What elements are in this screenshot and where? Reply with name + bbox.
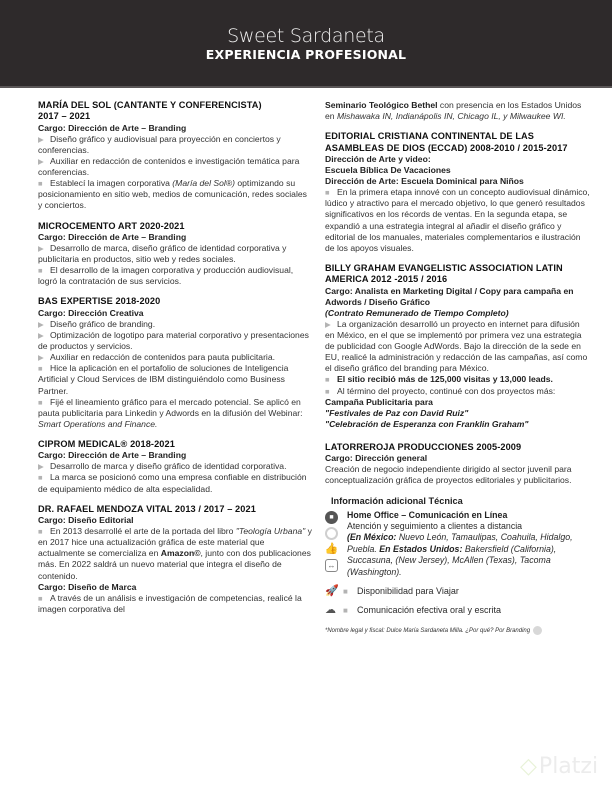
job-dates: 2017 – 2021 [38,111,91,122]
job-role: Cargo: Dirección de Arte – Branding [38,122,187,133]
job-role: Cargo: Dirección general [325,453,428,464]
bullet-item: ■ A través de un análisis e investigación de competencias, realicé la imagen corporativa del [38,592,302,614]
job-rafael-mendoza [38,504,313,615]
bullet-item: ▶ Auxiliar en redacción de contenidos para pauta publicitaria. [38,352,276,363]
travel-text: Disponibilidad para Viajar [357,586,459,597]
square-bullet-icon: ■ [38,473,43,483]
zoom-icon: ■ [325,511,338,524]
square-bullet-icon: ■ [343,587,348,597]
bullet-item: ▶ Diseño gráfico de branding. [38,318,156,329]
job-title: BILLY GRAHAM EVANGELISTIC ASSOCIATION LATIN AMERICA 2012 -2015 / 2016 [325,262,563,285]
bullet-item: ▶ Desarrollo de marca y diseño gráfico de identidad corporativa. [38,461,287,472]
bullet-item: ■ Establecí la imagen corporativa (María del Sol®) optimizando su posicionamiento en sitio web, medios de comunicación, redes sociales y conciertos. [38,178,307,211]
communication-text: Comunicación efectiva oral y escrita [357,605,502,616]
triangle-bullet-icon: ▶ [38,331,44,341]
job-eccad [325,131,590,254]
job-role: Cargo: Dirección de Arte – Branding [38,450,187,461]
job-title: LATORREROJA PRODUCCIONES 2005-2009 [325,441,522,452]
triangle-bullet-icon: ▶ [38,353,44,363]
job-role: Dirección de Arte: Escuela Dominical para Niños [325,176,524,187]
bullet-item: ▶ Auxiliar en redacción de contenidos e investigación temática para conferencias. [38,156,300,178]
platzi-logo-icon: ◇ [520,754,537,779]
bethel-continuation: Seminario Teológico Bethel con presencia en los Estados Unidos en Mishawaka IN, Indianápolis IN, Chicago IL, y Milwaukee WI. [325,100,582,122]
bullet-item: ▶ Desarrollo de marca, diseño gráfico de identidad corporativa y publicitaria en productos, sitio web y redes sociales. [38,243,287,265]
job-description: Creación de negocio independiente dirigido al sector juvenil para conceptualización gráfica de proyectos editoriales y publicitarios. [325,464,572,486]
campaign-item: "Festivales de Paz con David Ruiz" [325,407,469,418]
triangle-bullet-icon: ▶ [38,462,44,472]
job-title: MICROCEMENTO ART 2020-2021 [38,220,185,231]
bullet-item: ■ El sitio recibió más de 125,000 visitas y 13,000 leads. [325,374,553,385]
job-microcemento [38,221,313,288]
home-office-label: Home Office – Comunicación en Línea [347,509,508,520]
contract-type: (Contrato Remunerado de Tiempo Completo) [325,307,509,318]
job-role: Cargo: Diseño de Marca [38,581,137,592]
triangle-bullet-icon: ▶ [38,134,44,144]
head-icon: ☁ [325,604,336,617]
job-role: Cargo: Analista en Marketing Digital / Copy para campaña en Adwords / Diseño Gráfico [325,285,574,307]
triangle-bullet-icon: ▶ [325,319,331,329]
square-bullet-icon: ■ [343,606,348,616]
bullet-item: ■ En la primera etapa innové con un concepto audiovisual dinámico, lúdico y atractivo para el mercado objetivo, lo que generó resultados significativos en los récords de ventas. En la segunda etapa, se expandió a una estrategia integral al añadir el diseño gráfico y editorial de los manuales, materiales complementarios e ilustración de los apoyos visuales. [325,187,590,253]
job-title: MARÍA DEL SOL (CANTANTE Y CONFERENCISTA) [38,100,262,110]
job-role: Cargo: Dirección Creativa [38,307,144,318]
smiley-icon [533,626,542,635]
header-banner [0,0,612,88]
locations-text: (En México: Nuevo León, Tamaulipas, Coahuila, Hidalgo, Puebla. En Estados Unidos: Bakersfield (California), Succasuna, (New Jersey), McAllen (Texas), Tacoma (Washington). [347,532,573,577]
job-latorreroja [325,442,590,487]
job-role: Escuela Bíblica De Vacaciones [325,165,451,176]
square-bullet-icon: ■ [38,266,43,276]
job-role: Dirección de Arte y video: [325,154,431,164]
triangle-bullet-icon: ▶ [38,157,44,167]
triangle-bullet-icon: ▶ [38,319,44,329]
left-column [38,100,313,624]
teamviewer-icon: ↔ [325,559,338,572]
right-column [325,100,590,646]
job-title: DR. RAFAEL MENDOZA VITAL 2013 / 2017 – 2021 [38,503,256,514]
bullet-item: ■ Fijé el lineamiento gráfico para el mercado potencial. Se aplicó en pauta publicitaria para Linkedin y Adwords en la difusión del Webinar: Smart Operations and Finance. [38,396,303,429]
campaign-label: Campaña Publicitaria para [325,396,433,407]
square-bullet-icon: ■ [38,527,43,537]
teams-icon: 👍 [324,542,339,555]
bullet-item: ■ Hice la aplicación en el portafolio de soluciones de Inteligencia Artificial y Cloud Services de IBM distinguiéndolo como Business Partner. [38,363,289,396]
square-bullet-icon: ■ [38,397,43,407]
bullet-item: ▶ Optimización de logotipo para material corporativo y presentaciones de productos y servicios. [38,330,309,352]
bullet-item: ■ En 2013 desarrollé el arte de la portada del libro "Teología Urbana" y en 2017 hice una actualización gráfica de este material que actualmente se comercializa en Amazon©, junto con dos publicaciones más. En 2022 saldrá un nuevo material que integra el diseño de contenido. [38,526,312,581]
triangle-bullet-icon: ▶ [38,244,44,254]
job-role: Cargo: Diseño Editorial [38,515,134,526]
home-office-row [325,510,590,578]
job-bas-expertise [38,296,313,429]
square-bullet-icon: ■ [38,593,43,603]
additional-info [325,496,590,638]
square-bullet-icon: ■ [325,386,330,396]
platzi-watermark: ◇Platzi [520,754,599,779]
rocket-icon: 🚀 [325,585,339,598]
bullet-item: ■ El desarrollo de la imagen corporativa y producción audiovisual, logró la contratación de sus servicios. [38,265,294,287]
square-bullet-icon: ■ [38,179,43,189]
square-bullet-icon: ■ [38,364,43,374]
attention-text: Atención y seguimiento a clientes a distancia [347,521,523,532]
job-title: BAS EXPERTISE 2018-2020 [38,296,161,307]
page-subtitle: EXPERIENCIA PROFESIONAL [205,47,407,62]
square-bullet-icon: ■ [325,375,330,385]
job-maria-del-sol [38,100,313,212]
job-ciprom-medical [38,439,313,495]
bullet-item: ■ Al término del proyecto, continué con dos proyectos más: [325,385,556,396]
job-title: EDITORIAL CRISTIANA CONTINENTAL DE LAS ASAMBLEAS DE DIOS (ECCAD) 2008-2010 / 2015-2017 [325,131,568,153]
person-name: Sweet Sardaneta [227,25,385,47]
job-title: CIPROM MEDICAL® 2018-2021 [38,438,175,449]
bullet-item: ▶ La organización desarrolló un proyecto en internet para difusión en México, en el que se implementó por primera vez una estrategia de publicidad con Google AdWords. Bajo la dirección de la sede en EU, realicé la administración y redacción de las campañas, así como el diseño gráfico del branding para México. [325,318,588,374]
job-role: Cargo: Dirección de Arte – Branding [38,231,187,242]
campaign-item: "Celebración de Esperanza con Franklin Graham" [325,418,529,429]
footnote: *Nombre legal y fiscal: Dulce María Sardaneta Milla. ¿Por qué? Por Branding [325,626,590,637]
info-title: Información adicional Técnica [331,495,463,506]
square-bullet-icon: ■ [325,188,330,198]
bullet-item: ▶ Diseño gráfico y audiovisual para proyección en conciertos y conferencias. [38,133,281,155]
travel-row [325,586,590,597]
job-billy-graham [325,263,590,430]
bullet-item: ■ La marca se posicionó como una empresa confiable en distribución de equipamiento médico de alta especialidad. [38,472,307,494]
communication-icons [325,510,347,572]
meet-icon [325,527,338,540]
communication-row [325,605,590,616]
